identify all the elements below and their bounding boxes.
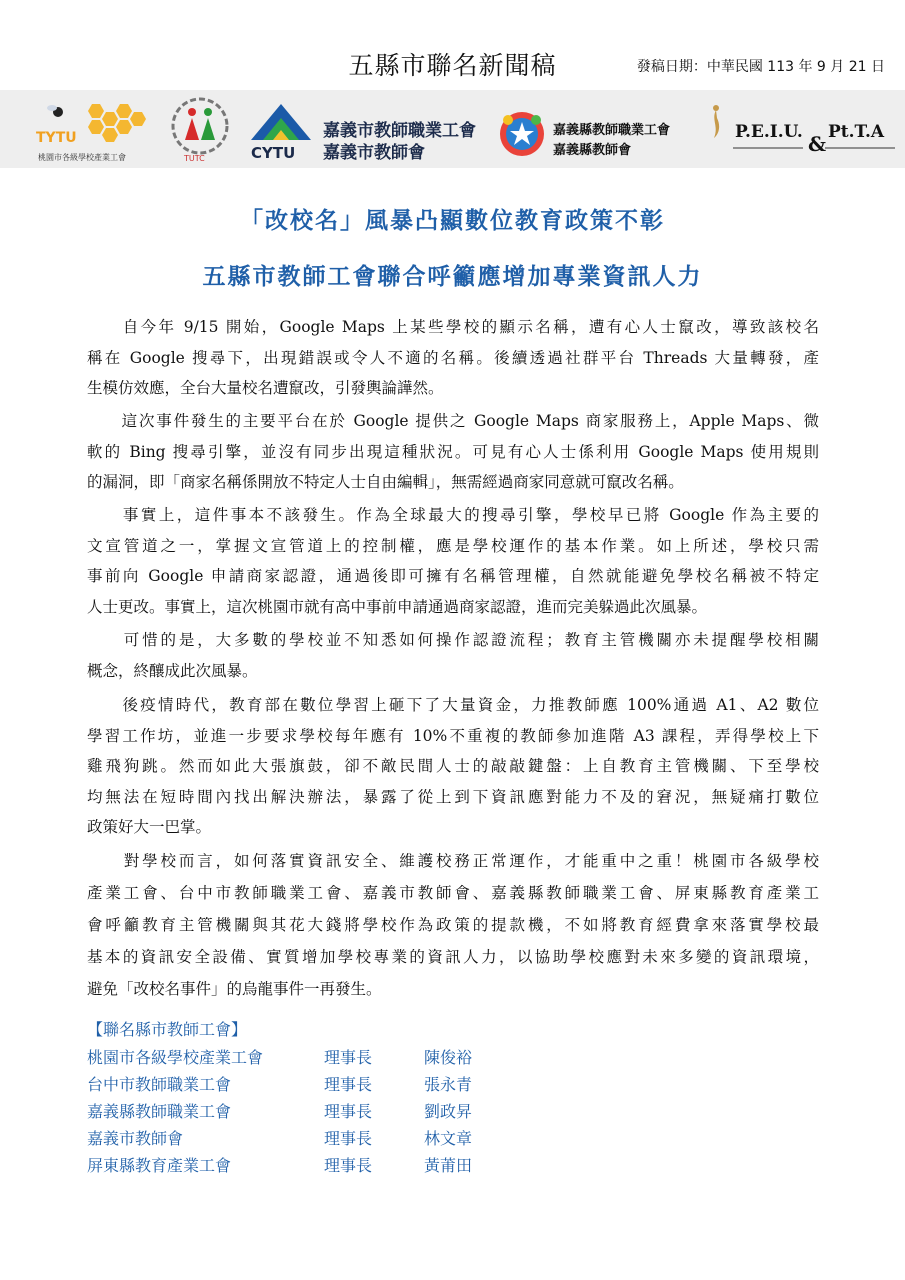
paragraph-line: 基本的資訊安全設備、實質增加學校專業的資訊人力，以協助學校應對未來多變的資訊環境， xyxy=(87,948,819,966)
paragraph-2 xyxy=(87,406,819,498)
paragraph-3 xyxy=(87,500,819,622)
signatory-title: 理事長 xyxy=(324,1156,373,1175)
paragraph-line: 對學校而言，如何落實資訊安全、維護校務正常運作，才能重中之重！桃園市各級學校 xyxy=(87,852,819,870)
signatory-title: 理事長 xyxy=(324,1102,373,1121)
cytu-name-line1: 嘉義市教師職業工會 xyxy=(323,121,476,141)
signatory-name: 張永青 xyxy=(424,1075,473,1094)
signatory-title: 理事長 xyxy=(324,1048,373,1067)
paragraph-line: 避免「改校名事件」的烏龍事件一再發生。 xyxy=(87,980,382,998)
cytu-name-line2: 嘉義市教師會 xyxy=(323,143,425,163)
cytu-logo xyxy=(243,90,483,168)
paragraph-line: 軟的 Bing 搜尋引擎，並沒有同步出現這種狀況。可見有心人士係利用 Google Maps 使用規則 xyxy=(87,442,819,461)
paragraph-line: 雞飛狗跳。然而如此大張旗鼓，卻不敵民間人士的敲敲鍵盤：上自教育主管機關、下至學校 xyxy=(87,757,819,776)
tutc-logo xyxy=(165,90,235,168)
chiayi-county-name-line2: 嘉義縣教師會 xyxy=(553,143,632,158)
signatory-org: 嘉義市教師會 xyxy=(87,1129,184,1148)
paragraph-line: 事實上，這件事本不該發生。作為全球最大的搜尋引擎，學校早已將 Google 作為主要的 xyxy=(87,506,819,524)
headline-sub: 五縣市教師工會聯合呼籲應增加專業資訊人力 xyxy=(202,263,703,290)
paragraph-line: 事前向 Google 申請商家認證，通過後即可擁有名稱管理權，自然就能避免學校名稱被不特定 xyxy=(87,567,819,586)
peiu-ptta-logo xyxy=(705,90,895,168)
signatories-heading: 【聯名縣市教師工會】 xyxy=(87,1020,248,1039)
paragraph-1 xyxy=(87,312,819,404)
signatory-name: 陳俊裕 xyxy=(424,1048,473,1067)
paragraph-line: 這次事件發生的主要平台在於 Google 提供之 Google Maps 商家服務上，Apple Maps、微 xyxy=(87,412,819,430)
chiayi-county-logo xyxy=(495,90,700,168)
logo-band xyxy=(0,90,905,168)
paragraph-line: 學習工作坊，並進一步要求學校每年應有 10%不重複的教師參加進階 A3 課程，弄得學校上下 xyxy=(87,726,819,745)
svg-text:TYTU: TYTU xyxy=(36,130,77,146)
peiu-label: P.E.I.U. xyxy=(735,122,803,142)
tytu-logo xyxy=(30,90,160,168)
signatory-org: 屏東縣教育產業工會 xyxy=(87,1156,232,1175)
paragraph-line: 的漏洞，即「商家名稱係開放不特定人士自由編輯」，無需經過商家同意就可竄改名稱。 xyxy=(87,473,684,492)
signatory-name: 林文章 xyxy=(424,1129,473,1148)
tytu-caption: 桃園市各級學校產業工會 xyxy=(38,153,126,162)
paragraph-6 xyxy=(87,845,819,1005)
paragraph-line: 可惜的是，大多數的學校並不知悉如何操作認證流程；教育主管機關亦未提醒學校相關 xyxy=(87,631,819,649)
release-date: 發稿日期：中華民國 113 年 9 月 21 日 xyxy=(636,59,885,75)
paragraph-line: 概念，終釀成此次風暴。 xyxy=(87,661,258,680)
signatory-org: 嘉義縣教師職業工會 xyxy=(87,1102,232,1121)
paragraph-line: 文宣管道之一，掌握文宣管道上的控制權，應是學校運作的基本作業。如上所述，學校只需 xyxy=(87,536,819,555)
paragraph-line: 會呼籲教育主管機關與其花大錢將學校作為政策的提款機，不如將教育經費拿來落實學校最 xyxy=(87,916,819,934)
logo-underline-icon xyxy=(733,144,905,158)
chiayi-county-emblem-icon xyxy=(497,90,549,168)
signatory-title: 理事長 xyxy=(324,1129,373,1148)
peiu-ampersand: & xyxy=(808,132,827,156)
paragraph-line: 稱在 Google 搜尋下，出現錯誤或令人不適的名稱。後續透過社群平台 Threads 大量轉發，產 xyxy=(87,348,819,367)
paragraph-4 xyxy=(87,625,819,686)
paragraph-line: 生模仿效應，全台大量校名遭竄改，引發輿論譁然。 xyxy=(87,379,444,398)
signatory-org: 桃園市各級學校產業工會 xyxy=(87,1048,264,1067)
ptta-label: Pt.T.A xyxy=(828,122,885,142)
paragraph-5 xyxy=(87,690,819,843)
svg-text:TUTC: TUTC xyxy=(184,154,205,163)
paragraph-line: 均無法在短時間內找出解決辦法，暴露了從上到下資訊應對能力不及的窘況，無疑痛打數位 xyxy=(87,787,819,806)
paragraph-line: 產業工會、台中市教師職業工會、嘉義市教師會、嘉義縣教師職業工會、屏東縣教育產業工 xyxy=(87,884,819,902)
svg-text:CYTU: CYTU xyxy=(251,144,296,162)
paragraph-line: 自今年 9/15 開始，Google Maps 上某些學校的顯示名稱，遭有心人士竄改，導致該校名 xyxy=(87,318,819,336)
signatory-name: 劉政昇 xyxy=(424,1102,473,1121)
tutc-people-icon xyxy=(165,90,235,168)
signatory-title: 理事長 xyxy=(324,1075,373,1094)
paragraph-line: 後疫情時代，教育部在數位學習上砸下了大量資金，力推教師應 100%通過 A1、A2 數位 xyxy=(87,696,819,714)
figure-ornament-icon xyxy=(705,90,727,168)
chiayi-county-name-line1: 嘉義縣教師職業工會 xyxy=(553,123,671,138)
press-release-title: 五縣市聯名新聞稿 xyxy=(348,51,557,80)
signatory-org: 台中市教師職業工會 xyxy=(87,1075,232,1094)
paragraph-line: 人士更改。事實上，這次桃園市就有高中事前申請通過商家認證，進而完美躲過此次風暴。 xyxy=(87,597,708,616)
cytu-mountain-icon xyxy=(243,90,321,168)
signatory-name: 黃莆田 xyxy=(424,1156,473,1175)
paragraph-line: 政策好大一巴掌。 xyxy=(87,818,212,837)
headline-main: 「改校名」風暴凸顯數位教育政策不彰 xyxy=(240,207,665,234)
